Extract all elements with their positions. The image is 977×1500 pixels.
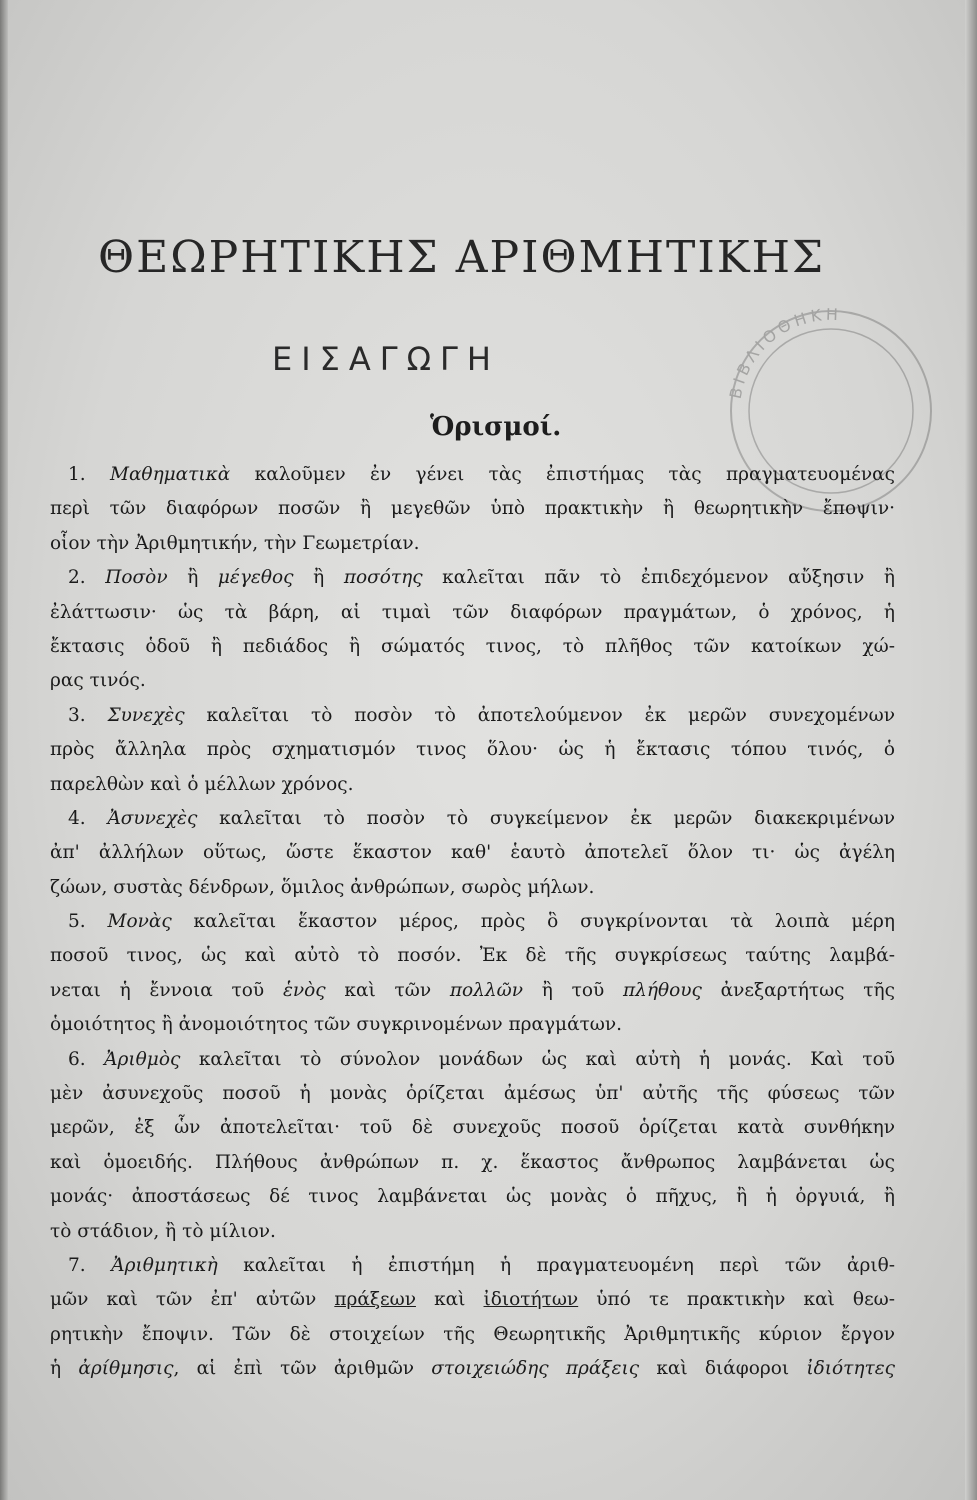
- definition-line-start: 7. Ἀριθμητικὴ καλεῖται ἡ ἐπιστήμη ἡ πραγματευομένη περὶ τῶν ἀριθ-: [68, 1254, 895, 1276]
- text-line: ἔκτασις ὁδοῦ ἢ πεδιάδος ἢ σώματός τινος, τὸ πλῆθος τῶν κατοίκων χώ-: [50, 635, 895, 657]
- definition-line-start: 3. Συνεχὲς καλεῖται τὸ ποσὸν τὸ ἀποτελούμενον ἐκ μερῶν συνεχομένων: [68, 704, 895, 726]
- text-line: καὶ ὁμοειδής. Πλήθους ἀνθρώπων π. χ. ἕκαστος ἄνθρωπος λαμβάνεται ὡς: [50, 1151, 895, 1173]
- definition-line-start: 4. Ἀσυνεχὲς καλεῖται τὸ ποσὸν τὸ συγκείμενον ἐκ μερῶν διακεκριμένων: [68, 807, 895, 829]
- text-line: περὶ τῶν διαφόρων ποσῶν ἢ μεγεθῶν ὑπὸ πρακτικὴν ἢ θεωρητικὴν ἔποψιν·: [50, 498, 895, 520]
- text-line: ποσοῦ τινος, ὡς καὶ αὐτὸ τὸ ποσόν. Ἐκ δὲ τῆς συγκρίσεως ταύτης λαμβά-: [50, 945, 895, 967]
- text-line: ζώων, συστὰς δένδρων, ὅμιλος ἀνθρώπων, σωρὸς μήλων.: [50, 876, 595, 898]
- text-line: ἐλάττωσιν· ὡς τὰ βάρη, αἱ τιμαὶ τῶν διαφόρων πραγμάτων, ὁ χρόνος, ἡ: [50, 601, 895, 623]
- text-line: ρας τινός.: [50, 670, 146, 692]
- text-line: οἷον τὴν Ἀριθμητικήν, τὴν Γεωμετρίαν.: [50, 532, 420, 554]
- svg-text:ΒΙΒΛΙΟΘΗΚΗ: ΒΙΒΛΙΟΘΗΚΗ: [725, 304, 843, 401]
- text-line: ὁμοιότητος ἢ ἀνομοιότητος τῶν συγκρινομένων πραγμάτων.: [50, 1014, 623, 1036]
- page-right-edge-shadow: [965, 0, 977, 1500]
- text-line: νεται ἡ ἔννοια τοῦ ἑνὸς καὶ τῶν πολλῶν ἢ τοῦ πλήθους ἀνεξαρτήτως τῆς: [50, 979, 895, 1001]
- definition-line-start: 1. Μαθηματικὰ καλοῦμεν ἐν γένει τὰς ἐπιστήμας τὰς πραγματευομένας: [68, 464, 895, 485]
- definition-line-start: 2. Ποσὸν ἢ μέγεθος ἢ ποσότης καλεῖται πᾶν τὸ ἐπιδεχόμενον αὔξησιν ἢ: [68, 567, 895, 589]
- page-left-edge-shadow: [0, 0, 8, 1500]
- text-line: παρελθὼν καὶ ὁ μέλλων χρόνος.: [50, 773, 354, 795]
- text-line: τὸ στάδιον, ἢ τὸ μίλιον.: [50, 1220, 276, 1242]
- text-line: μὲν ἀσυνεχοῦς ποσοῦ ἡ μονὰς ὁρίζεται ἀμέσως ὑπ' αὐτῆς τῆς φύσεως τῶν: [50, 1083, 895, 1105]
- text-line: μῶν καὶ τῶν ἐπ' αὐτῶν πράξεων καὶ ἰδιοτήτων ὑπό τε πρακτικὴν καὶ θεω-: [50, 1289, 895, 1311]
- text-line: πρὸς ἄλληλα πρὸς σχηματισμόν τινος ὅλου· ὡς ἡ ἔκτασις τόπου τινός, ὁ: [50, 739, 895, 761]
- definition-line-start: 5. Μονὰς καλεῖται ἕκαστον μέρος, πρὸς ὃ συγκρίνονται τὰ λοιπὰ μέρη: [68, 911, 895, 933]
- text-line: μερῶν, ἐξ ὧν ἀποτελεῖται· τοῦ δὲ συνεχοῦς ποσοῦ ὁρίζεται κατὰ συνθήκην: [50, 1117, 895, 1139]
- book-title: ΘΕΩΡΗΤΙΚΗΣ ΑΡΙΘΜΗΤΙΚΗΣ: [98, 232, 826, 283]
- text-line: ἡ ἀρίθμησις, αἱ ἐπὶ τῶν ἀριθμῶν στοιχειώδης πράξεις καὶ διάφοροι ἰδιότητες: [50, 1358, 895, 1380]
- definition-line-start: 6. Ἀριθμὸς καλεῖται τὸ σύνολον μονάδων ὡς καὶ αὐτὴ ἡ μονάς. Καὶ τοῦ: [68, 1048, 895, 1070]
- definitions-text: [50, 458, 895, 1387]
- chapter-title: ΕΙΣΑΓΩΓΗ: [272, 340, 500, 378]
- text-line: μονάς· ἀποστάσεως δέ τινος λαμβάνεται ὡς μονὰς ὁ πῆχυς, ἢ ἡ ὀργυιά, ἢ: [50, 1186, 895, 1208]
- text-line: ἀπ' ἀλλήλων οὕτως, ὥστε ἕκαστον καθ' ἑαυτὸ ἀποτελεῖ ὅλον τι· ὡς ἀγέλη: [50, 842, 895, 864]
- section-heading: Ὁρισμοί.: [430, 412, 562, 442]
- text-line: ρητικὴν ἔποψιν. Τῶν δὲ στοιχείων τῆς Θεωρητικῆς Ἀριθμητικῆς κύριον ἔργον: [50, 1323, 895, 1345]
